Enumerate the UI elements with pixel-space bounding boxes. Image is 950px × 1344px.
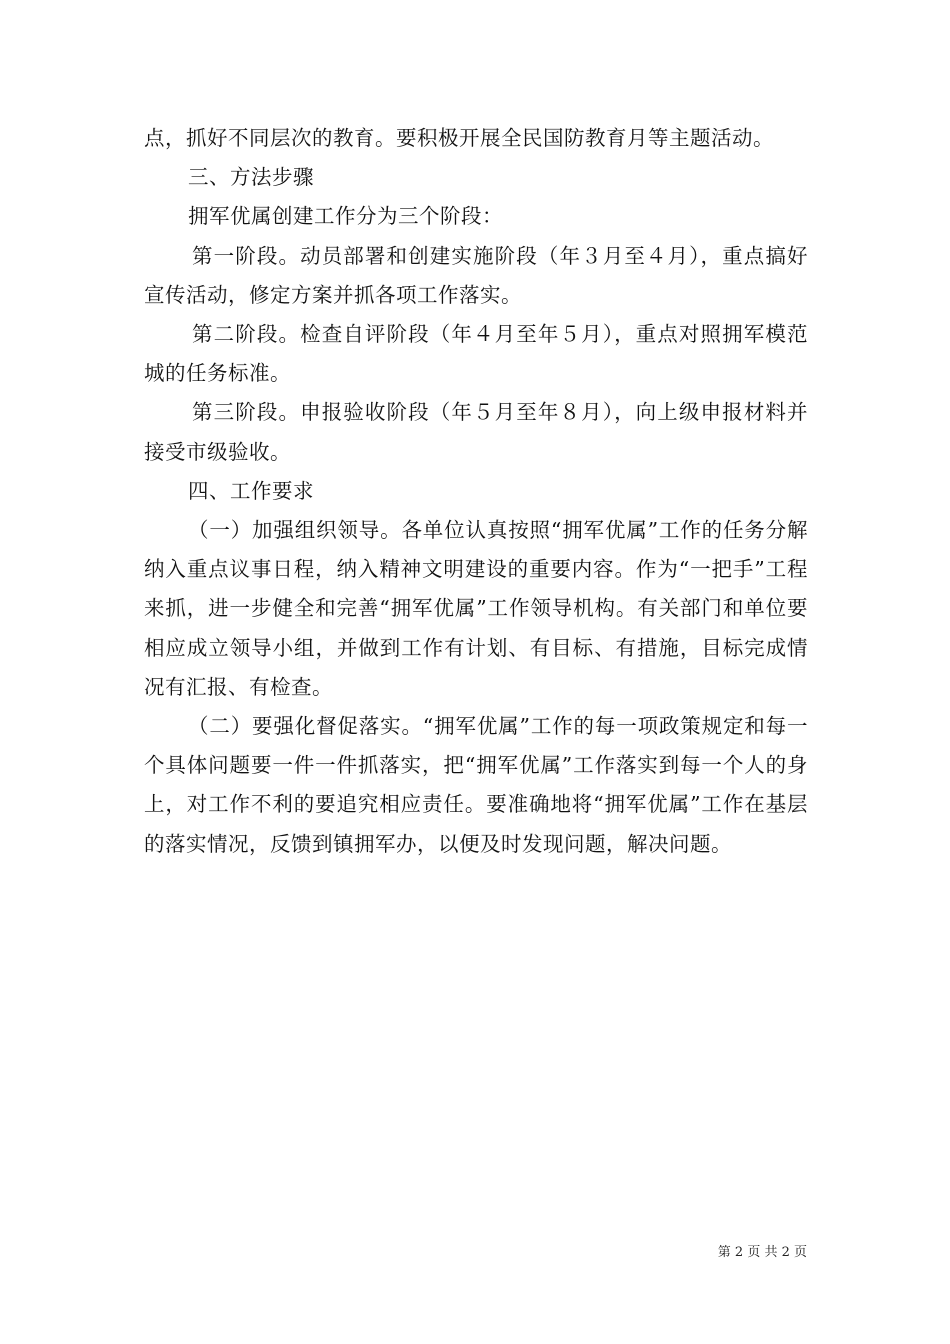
document-body: [144, 119, 808, 864]
paragraph-stage-one: 第一阶段。动员部署和创建实施阶段（年３月至４月），重点搞好宣传活动，修定方案并抓各项工作落实。: [144, 243, 808, 307]
paragraph-requirement-one: （一）加强组织领导。各单位认真按照“拥军优属”工作的任务分解纳入重点议事日程，纳入精神文明建设的重要内容。作为“一把手”工程来抓，进一步健全和完善“拥军优属”工作领导机构。有关部门和单位要相应成立领导小组，并做到工作有计划、有目标、有措施，目标完成情况有汇报、有检查。: [144, 518, 808, 699]
paragraph-stage-three: 第三阶段。申报验收阶段（年５月至年８月），向上级申报材料并接受市级验收。: [144, 400, 808, 464]
paragraph-stages-intro: 拥军优属创建工作分为三个阶段：: [188, 204, 503, 229]
paragraph-continuation: 点，抓好不同层次的教育。要积极开展全民国防教育月等主题活动。: [144, 126, 774, 150]
section-heading-requirements: 四、工作要求: [188, 478, 314, 503]
section-heading-methods: 三、方法步骤: [188, 165, 314, 190]
page-number-footer: 第 2 页 共 2 页: [717, 1245, 807, 1260]
paragraph-stage-two: 第二阶段。检查自评阶段（年４月至年５月），重点对照拥军模范城的任务标准。: [144, 322, 808, 386]
paragraph-requirement-two: （二）要强化督促落实。“拥军优属”工作的每一项政策规定和每一个具体问题要一件一件抓落实，把“拥军优属”工作落实到每一个人的身上，对工作不利的要追究相应责任。要准确地将“拥军优属”工作在基层的落实情况，反馈到镇拥军办，以便及时发现问题，解决问题。: [144, 714, 808, 856]
